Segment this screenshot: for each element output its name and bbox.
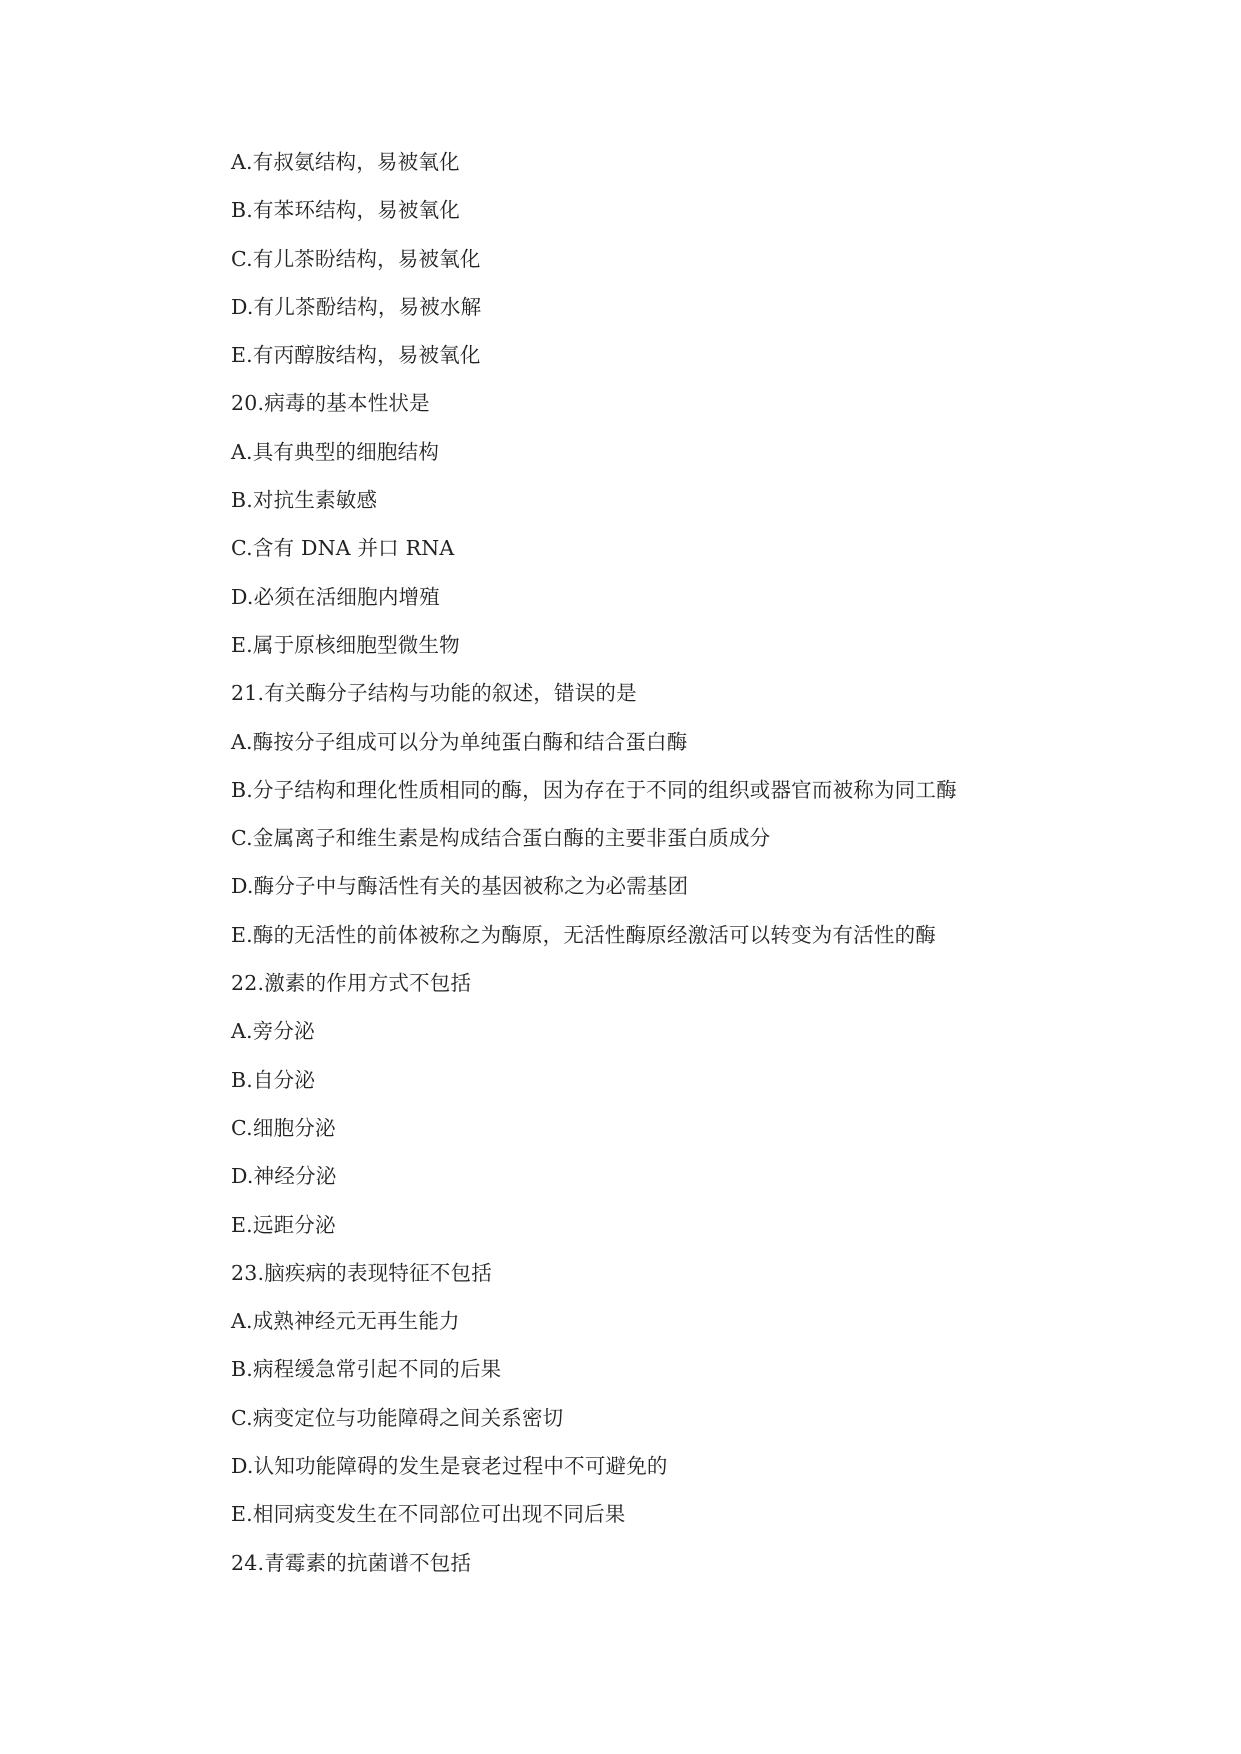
option-line: C.细胞分泌 bbox=[231, 1115, 336, 1140]
question-heading: 23.脑疾病的表现特征不包括 bbox=[231, 1260, 492, 1285]
option-line: E.酶的无活性的前体被称之为酶原，无活性酶原经激活可以转变为有活性的酶 bbox=[231, 922, 936, 947]
question-heading: 22.激素的作用方式不包括 bbox=[231, 971, 472, 996]
option-line: B.分子结构和理化性质相同的酶，因为存在于不同的组织或器官而被称为同工酶 bbox=[231, 777, 957, 802]
option-line: E.远距分泌 bbox=[231, 1212, 336, 1237]
option-line: A.有叔氨结构，易被氧化 bbox=[231, 150, 460, 174]
option-line: B.自分泌 bbox=[231, 1067, 316, 1092]
option-line: C.病变定位与功能障碍之间关系密切 bbox=[231, 1405, 564, 1430]
option-line: B.有苯环结构，易被氧化 bbox=[231, 198, 460, 223]
option-line: C.有儿茶盼结构，易被氧化 bbox=[231, 246, 481, 271]
question-heading: 20.病毒的基本性状是 bbox=[231, 391, 430, 416]
option-line: E.有丙醇胺结构，易被氧化 bbox=[231, 343, 481, 368]
option-line: D.必须在活细胞内增殖 bbox=[231, 584, 440, 609]
option-line: D.酶分子中与酶活性有关的基因被称之为必需基团 bbox=[231, 874, 689, 899]
option-line: A.酶按分子组成可以分为单纯蛋白酶和结合蛋白酶 bbox=[231, 729, 688, 754]
option-line: E.相同病变发生在不同部位可出现不同后果 bbox=[231, 1502, 626, 1527]
option-line: B.病程缓急常引起不同的后果 bbox=[231, 1357, 502, 1382]
question-heading: 21.有关酶分子结构与功能的叙述，错误的是 bbox=[231, 681, 637, 706]
option-line: A.成熟神经元无再生能力 bbox=[231, 1309, 460, 1334]
option-line: A.具有典型的细胞结构 bbox=[231, 439, 440, 464]
option-line: D.神经分泌 bbox=[231, 1164, 337, 1189]
option-line: B.对抗生素敏感 bbox=[231, 488, 378, 513]
question-heading: 24.青霉素的抗菌谱不包括 bbox=[231, 1550, 472, 1575]
option-line: C.金属离子和维生素是构成结合蛋白酶的主要非蛋白质成分 bbox=[231, 826, 771, 851]
option-line: A.旁分泌 bbox=[231, 1019, 315, 1044]
option-line: E.属于原核细胞型微生物 bbox=[231, 632, 460, 657]
question-text-block bbox=[231, 150, 1131, 1599]
option-line: C.含有 DNA 并口 RNA bbox=[231, 536, 455, 561]
option-line: D.认知功能障碍的发生是衰老过程中不可避免的 bbox=[231, 1454, 668, 1479]
option-line: D.有儿茶酚结构，易被水解 bbox=[231, 294, 482, 319]
